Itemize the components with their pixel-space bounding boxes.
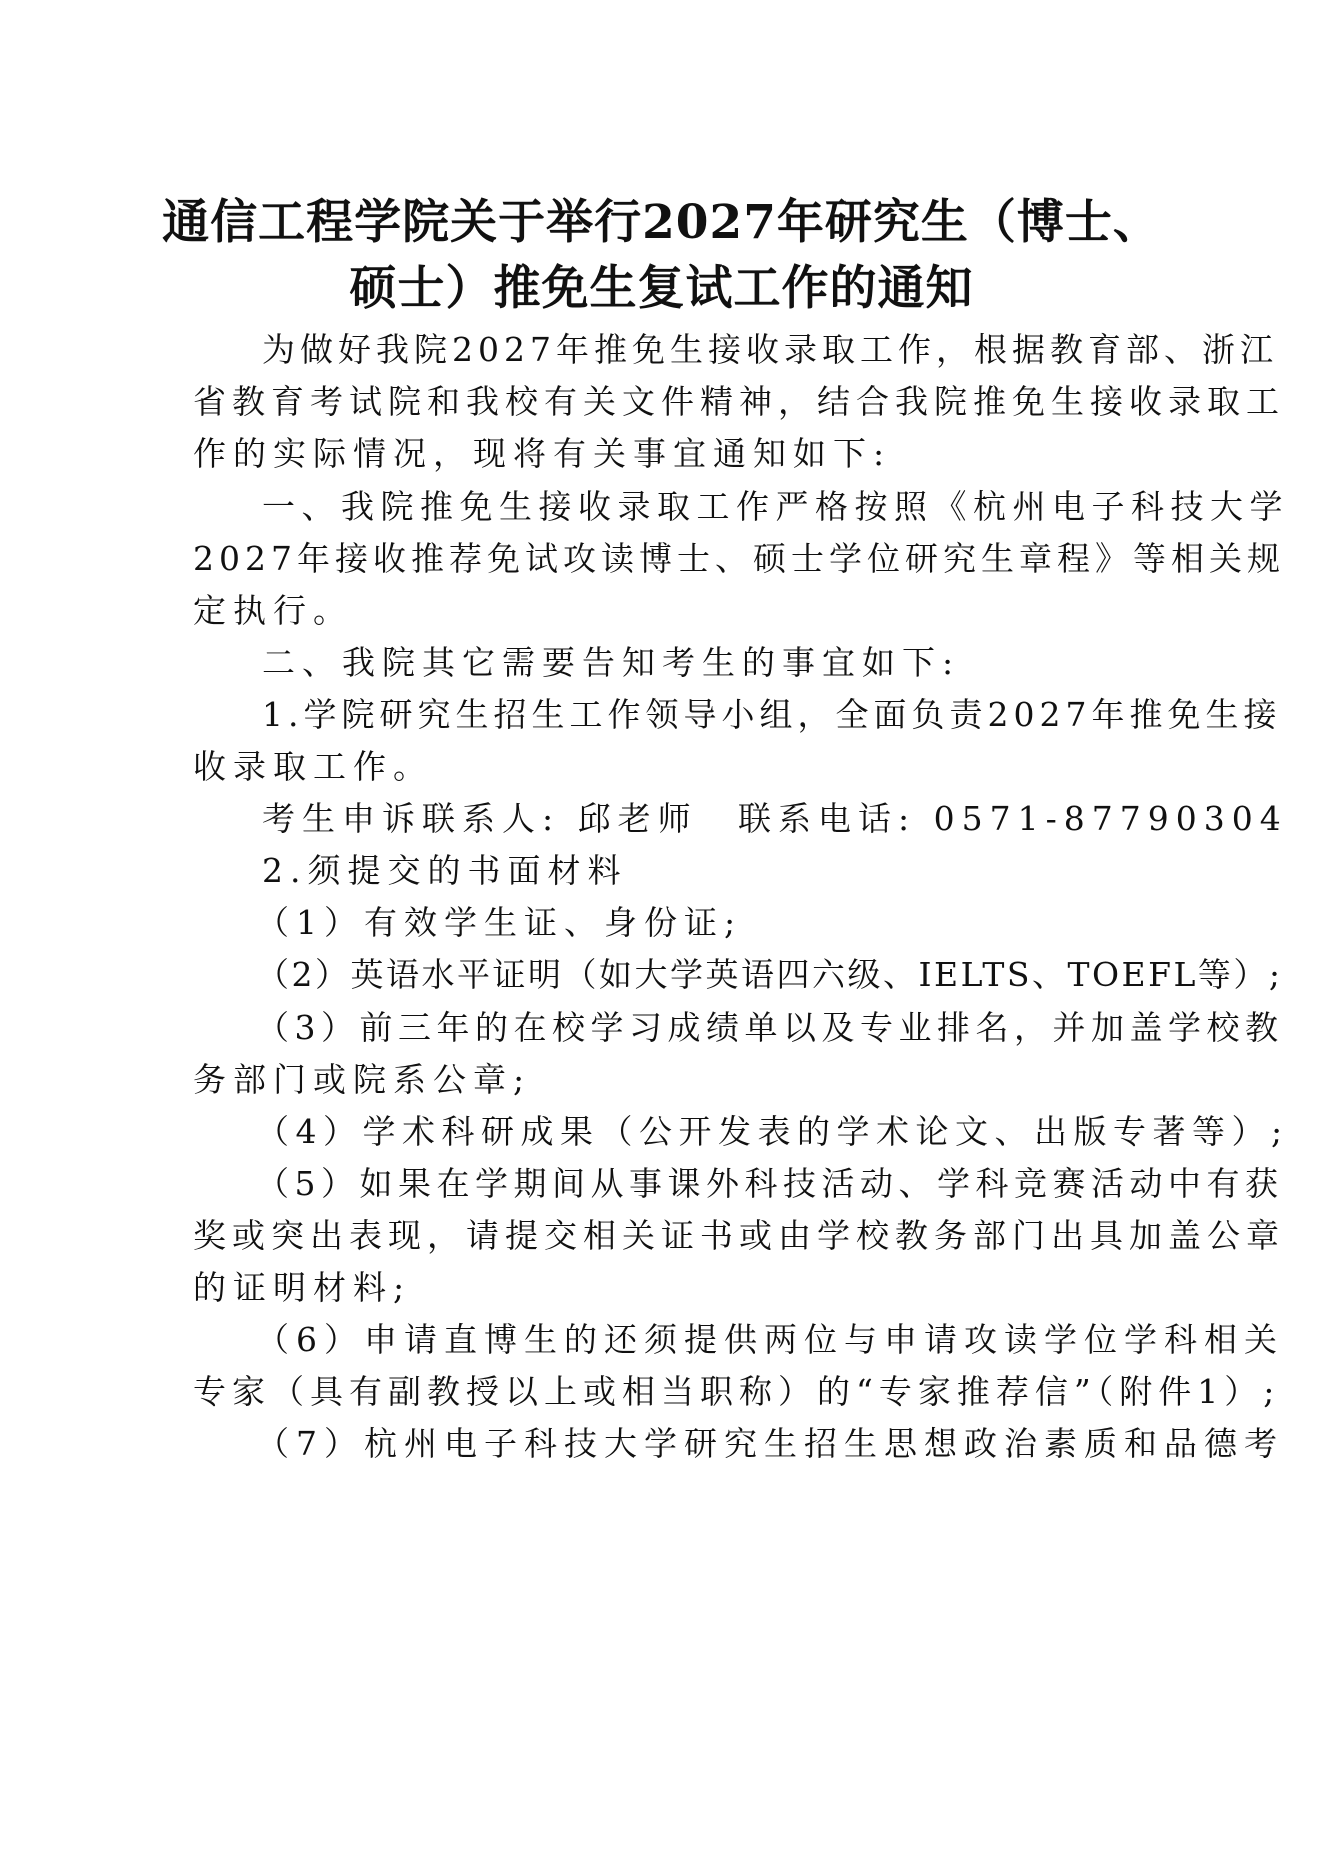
intro-line-2: 省教育考试院和我校有关文件精神，结合我院推免生接收录取工 (193, 382, 1285, 421)
material-7-line-1: （7）杭州电子科技大学研究生招生思想政治素质和品德考 (256, 1424, 1284, 1463)
document-title-line-1: 通信工程学院关于举行2027年研究生（博士、 (162, 195, 1161, 250)
material-5-line-3: 的证明材料; (193, 1268, 412, 1307)
material-4: （4）学术科研成果（公开发表的学术论文、出版专著等）; (256, 1112, 1289, 1151)
material-6-line-2: 专家（具有副教授以上或相当职称）的“专家推荐信”（附件1）; (193, 1372, 1281, 1411)
document-title-line-2: 硕士）推免生复试工作的通知 (349, 261, 974, 316)
section1-line-1: 一、我院推免生接收录取工作严格按照《杭州电子科技大学 (262, 487, 1289, 526)
material-2: （2）英语水平证明（如大学英语四六级、IELTS、TOEFL等）; (256, 955, 1283, 994)
material-1: （1）有效学生证、身份证; (256, 903, 743, 942)
contact-person: 考生申诉联系人: 邱老师 (262, 799, 698, 838)
section1-line-3: 定执行。 (193, 591, 353, 630)
material-5-line-1: （5）如果在学期间从事课外科技活动、学科竞赛活动中有获 (256, 1164, 1284, 1203)
intro-line-3: 作的实际情况，现将有关事宜通知如下: (193, 434, 892, 473)
contact-phone: 联系电话: 0571-87790304 (738, 799, 1288, 838)
item1-line-1: 1.学院研究生招生工作领导小组，全面负责2027年推免生接 (262, 695, 1282, 734)
material-3-line-1: （3）前三年的在校学习成绩单以及专业排名，并加盖学校教 (256, 1008, 1284, 1047)
material-5-line-2: 奖或突出表现，请提交相关证书或由学校教务部门出具加盖公章 (193, 1216, 1285, 1255)
item1-line-2: 收录取工作。 (193, 747, 433, 786)
section2-heading: 二、我院其它需要告知考生的事宜如下: (262, 643, 961, 682)
section1-line-2: 2027年接收推荐免试攻读博士、硕士学位研究生章程》等相关规 (193, 539, 1285, 578)
material-3-line-2: 务部门或院系公章; (193, 1060, 532, 1099)
material-6-line-1: （6）申请直博生的还须提供两位与申请攻读学位学科相关 (256, 1320, 1284, 1359)
item2-heading: 2.须提交的书面材料 (262, 851, 628, 890)
intro-line-1: 为做好我院2027年推免生接收录取工作，根据教育部、浙江 (262, 330, 1278, 369)
